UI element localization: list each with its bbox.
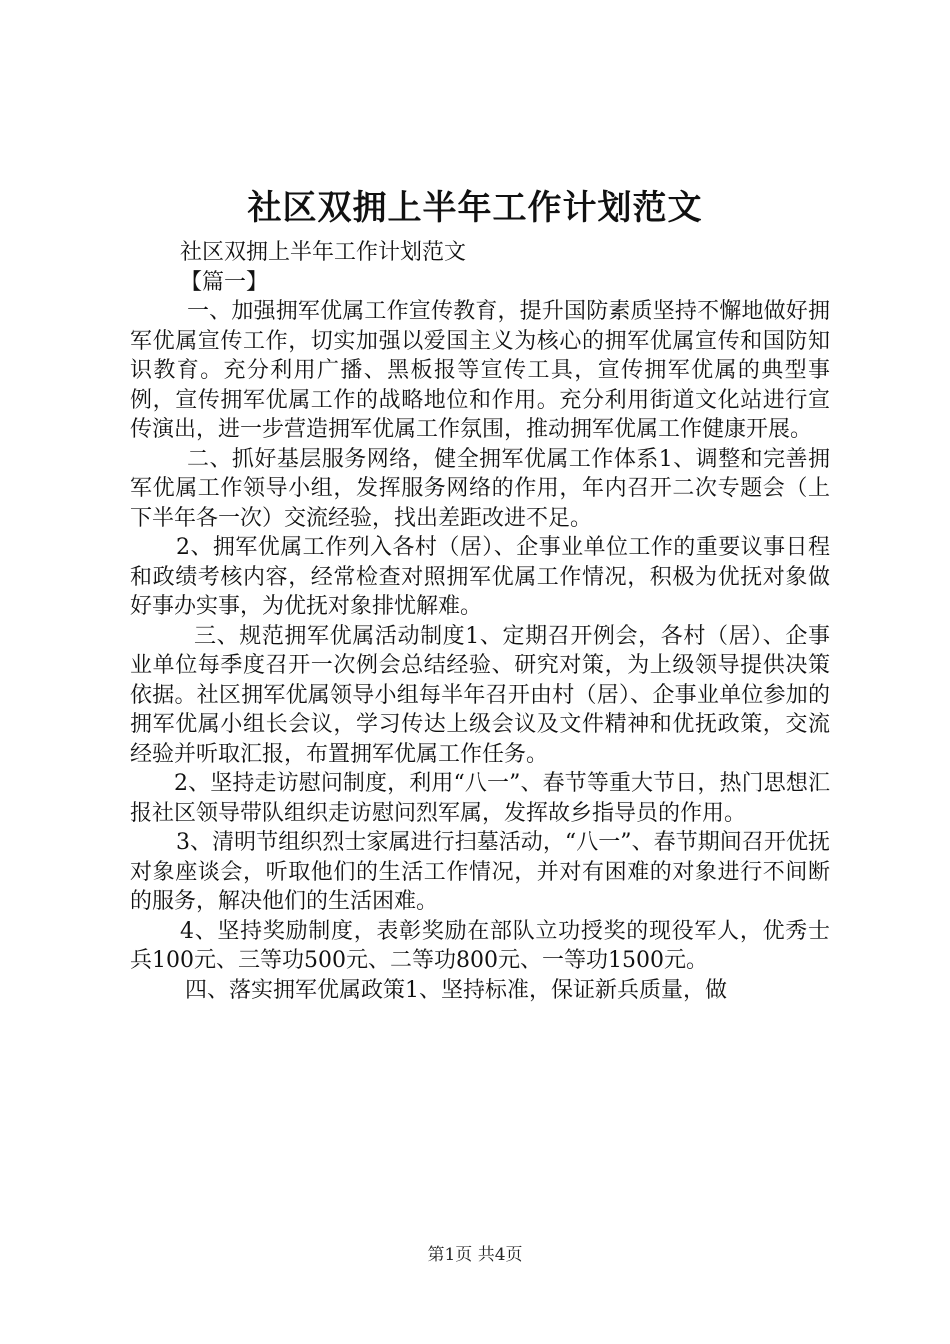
paragraph: 二、抓好基层服务网络，健全拥军优属工作体系1、调整和完善拥军优属工作领导小组，发挥服务网络的作用，年内召开二次专题会（上下半年各一次）交流经验，找出差距改进不足。	[130, 446, 830, 531]
paragraph: 2、拥军优属工作列入各村（居）、企事业单位工作的重要议事日程和政绩考核内容，经常检查对照拥军优属工作情况，积极为优抚对象做好事办实事，为优抚对象排忧解难。	[130, 535, 830, 619]
subtitle-line: 社区双拥上半年工作计划范文	[180, 240, 467, 265]
paragraph: 3、清明节组织烈士家属进行扫墓活动，“八一”、春节期间召开优抚对象座谈会，听取他们的生活工作情况，并对有困难的对象进行不间断的服务，解决他们的生活困难。	[130, 830, 830, 914]
document-body	[130, 238, 830, 1005]
page-number-footer: 第1页 共4页	[427, 1245, 523, 1265]
paragraph: 四、落实拥军优属政策1、坚持标准，保证新兵质量，做	[185, 977, 727, 1003]
paragraph: 三、规范拥军优属活动制度1、定期召开例会，各村（居）、企事业单位每季度召开一次例会总结经验、研究对策，为上级领导提供决策依据。社区拥军优属领导小组每半年召开由村（居）、企事业单位参加的拥军优属小组长会议，学习传达上级会议及文件精神和优抚政策，交流经验并听取汇报，布置拥军优属工作任务。	[130, 623, 830, 767]
paragraph: 一、加强拥军优属工作宣传教育，提升国防素质坚持不懈地做好拥军优属宣传工作，切实加强以爱国主义为核心的拥军优属宣传和国防知识教育。充分利用广播、黑板报等宣传工具，宣传拥军优属的典型事例，宣传拥军优属工作的战略地位和作用。充分利用街道文化站进行宣传演出，进一步营造拥军优属工作氛围，推动拥军优属工作健康开展。	[130, 299, 830, 442]
section-heading: 【篇一】	[180, 269, 269, 295]
document-title: 社区双拥上半年工作计划范文	[247, 188, 703, 228]
paragraph: 2、坚持走访慰问制度，利用“八一”、春节等重大节日，热门思想汇报社区领导带队组织走访慰问烈军属，发挥故乡指导员的作用。	[130, 771, 830, 826]
paragraph: 4、坚持奖励制度，表彰奖励在部队立功授奖的现役军人，优秀士兵100元、三等功500元、二等功800元、一等功1500元。	[130, 918, 830, 973]
